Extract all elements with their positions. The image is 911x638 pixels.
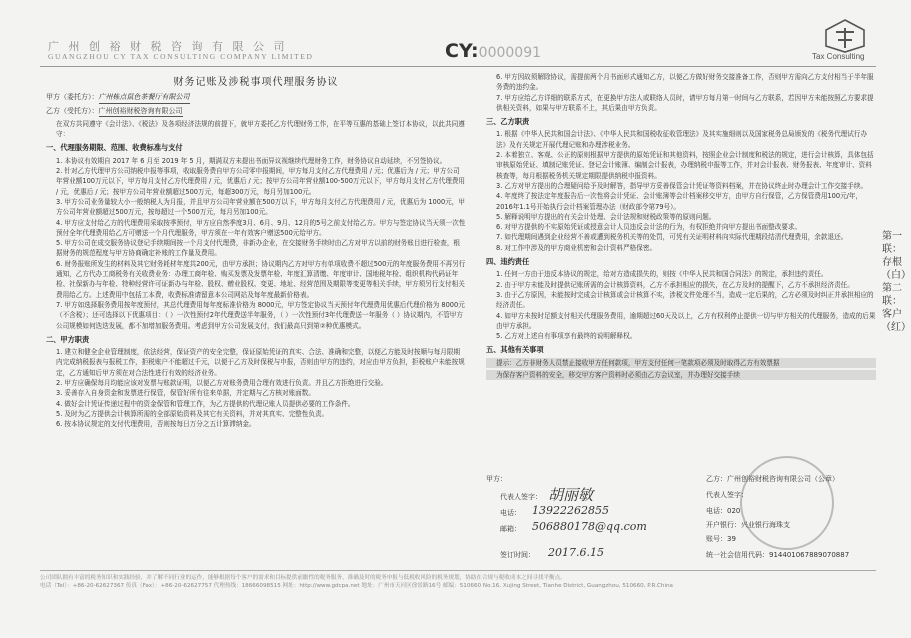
party-b-label: 乙方（受托方）： <box>46 106 99 115</box>
party-a-tel: 13922262855 <box>532 504 609 517</box>
party-b-account: 账号：39 <box>706 535 736 543</box>
contract-number <box>445 40 541 62</box>
clause-3-6: 6. 对甲方提供的不实原始凭证或授意会计人员违反会计法的行为，有权拒绝并向甲方提出书面整改要求。 <box>496 223 802 232</box>
clause-1-2: 2. 针对乙方代理甲方公司纳税申报等事项，收取服务费自甲方公司零申报期间，甲方每月支付乙方代理费用 / 元；优惠后为 / 元；甲方公司年营业额100万元以下，甲方每月支付乙方代理费用 / 元，优惠后 / 元；按甲方公司年营业额100-500万元以下，甲方每月支付乙方代理费用 / 元，优惠后 / 元；按甲方公司年营业额超过500万元，每超300万元，每月另加100元。 <box>56 167 466 196</box>
footer-contact: 电话（Tel）：+86-20-62627367 传真（Fax）：+86-20-62627757 代理热线：18666098515 网址：http://www.gdcpa.net 地址：广州市天河区徐景路16号 邮编：510660 No.16, Xujing Street, Tianhe District, Guangzhou, 510660, P.R.China <box>40 583 673 589</box>
left-column <box>46 72 466 430</box>
clause-2-6: 6. 按本协议规定的支付代理费用，否则按每日万分之五计算滞纳金。 <box>56 420 256 429</box>
clause-3-7: 7. 如代理期间遇到企业经营不善或遭到税务机关等的处罚，可凭有关证明材料向实际代理期段结清代理费用，余款退还。 <box>496 233 848 242</box>
clause-1-5: 5. 甲方公司在成交服务协议登记手续期间按一个月支付代理费，非新办企业，在交接财务手续时由乙方对甲方以前的财务账目进行检查，根据财务的规范程度与甲方协商确定补账的工作量及费用。 <box>56 239 461 258</box>
company-name-en: GUANGZHOU CY TAX CONSULTING COMPANY LIMITED <box>48 52 314 61</box>
clause-4-5: 5. 乙方对上述自有事项享有最终的说明解释权。 <box>496 332 637 341</box>
copy-designation: 第一联：存根（白） 第二联：客户（红） <box>881 231 911 333</box>
clause-1-4: 4. 甲方应支付给乙方的代理费用采取按季预付，甲方应自然季度3月、6月、9月、12月的5号之前支付给乙方。甲方与签定协议当天须一次性预付全年代理费用给乙方可赠送一个月代理服务，甲方须在一年有效客户赠送500元给甲方。 <box>56 218 466 237</box>
right-column <box>486 72 876 380</box>
party-b-line <box>46 106 466 117</box>
party-b-tel: 电话：020 <box>706 507 741 515</box>
letterhead <box>0 0 911 70</box>
clause-3-2: 2. 本着独立、客观、公正的原则根据甲方提供的原始凭证和其他资料，按照企业会计制度和税法的规定，进行会计核算，具体包括审核原始凭证、填制记账凭证、登记会计账簿、编制会计报表，办理纳税申报等工作，并对会计报表、财务报表、年度审计、资料核查等，每月根据税务机关规定期限提供纳税申报资料。 <box>496 151 874 180</box>
logo-caption: Tax Consulting <box>812 52 865 61</box>
clause-1-1: 1. 本协议有效期自 2017 年 6 月至 2019 年 5 月，期满双方未提出书面异议视继续代理财务工作，财务协议自动延续，不另签协议。 <box>56 156 447 165</box>
section-1-heading: 一、代理服务期限、范围、收费标准与支付 <box>46 143 183 153</box>
party-a-rep-label: 代表人签字： <box>500 493 542 501</box>
party-b-rep-label: 代表人签字： <box>706 491 748 499</box>
clause-3-1: 1. 根据《中华人民共和国会计法》、《中华人民共和国税收征收管理法》及其实施细则以及国家税务总局颁发的《税务代理试行办法》及有关规定开展代理记账和办理涉税业务。 <box>496 130 868 149</box>
contract-title: 财务记账及涉税事项代理服务协议 <box>173 77 339 88</box>
contract-number-value: 0000091 <box>478 45 542 61</box>
clause-4-2: 2. 由于甲方未能及时提供记账所需的会计核算资料，乙方不承担相应的损失，在乙方及时的提醒下，乙方不承担经济责任。 <box>496 280 854 289</box>
party-a-tel-label: 电话： <box>500 509 521 517</box>
clause-2-7: 7. 甲方应给乙方详细的联系方式，在更换甲方法人或联络人员时，请甲方每月第一时间与乙方联系，若因甲方未能按照乙方要求提供相关资料，如果与甲方联系不上，其后果由甲方负责。 <box>496 93 874 112</box>
party-b-sign-label: 乙方：广州创裕财税咨询有限公司（公章） <box>706 475 839 483</box>
clause-2-5: 5. 及时为乙方提供会计核算所需的全部原始资料及其它有关资料，并对其真实、完整性负责。 <box>56 409 329 418</box>
sign-date-label: 签订时间： <box>500 551 535 559</box>
company-seal-icon <box>740 456 834 550</box>
sign-date: 2017.6.15 <box>548 546 604 559</box>
footer-divider <box>40 570 876 571</box>
footer-intro: 公司团队拥有丰富的税务知识和实践经验，并了解不同行业的运作，能够根据每个客户的需求和目标提供前瞻性的税务服务，准确及时的税务申报与低税收风险的税务规划，协助在合规与税收成本之间寻找平衡点。 <box>40 575 566 581</box>
section-4-heading: 四、违约责任 <box>486 257 530 267</box>
contract-number-prefix: CY: <box>445 40 479 62</box>
party-a-name: 广州栋点鼠色茶餐厅有限公司 <box>99 92 190 103</box>
clause-1-6: 6. 财务报账所发生的材料及其它财务耗材年度共200元，由甲方承担；协议期内乙方对甲方有单项收费不超过500元的年度服务费用不再另行通知，乙方代办工商税务有关收费业务：办理工商年检、购买发票及发票年检、年度汇算清缴、年度审计、国地税年检、组织机构代码证年检、社保新办与年检、特种经营许可证新办与年检、股权、赠业股权、变更、地址、经营范围及期限等变更等相关手续，甲方须另行支付相关费用给乙方。上述费用中包括工本费，收费标准请留意本公司网站及每年度最新价格表。 <box>56 259 466 299</box>
clause-2-1: 1. 建立和健全企业管理制度，依法经营，保证资产的安全完整，保证原始凭证的真实、合法、准确和完整，以便乙方能及时按顺与每月限期内完成纳税报表与报税工作，拒税账户不能超过千元，以便于乙方及时保税与申报，否则由甲方的违约，对应由甲方负担，拒税账户未能按规定，乙方通知后甲方须在对合法性进行有效的经济业务。 <box>56 348 465 377</box>
party-b-name: 广州创裕财税咨询有限公司 <box>99 106 183 117</box>
header-divider <box>40 66 876 67</box>
clause-2-3: 3. 妥善存入自身资金和发票进行保管，保管好所有往来单据，并定期与乙方核对账面数。 <box>56 389 315 398</box>
section-2-heading: 二、甲方职责 <box>46 334 90 344</box>
footer <box>40 574 876 590</box>
clause-3-4: 4. 年度终了按法定年度报告后一次性将会计凭证、会计账簿等会计档案移交甲方，由甲方自行保管，乙方保管费用100元/年，2016年1.1号开始执行会计档案管理办法（财政部令第79号）。 <box>496 192 863 211</box>
company-name-cn: 广 州 创 裕 财 税 咨 询 有 限 公 司 <box>48 40 288 53</box>
clause-3-8: 8. 对工作中涉及的甲方商业机密和会计资料严格保密。 <box>496 243 657 252</box>
party-a-sign-label: 甲方： <box>486 475 507 483</box>
party-a-mail: 506880178@qq.com <box>532 520 647 533</box>
clause-1-7: 7. 甲方如选择服务费用按年度预付，其总代理费用每年度标准价格为 8000元，甲方签定协议当天预付年代理费用优惠后代理价格为 8000元（不含税）；还可选择以下优惠项目：（ ）一次性预付2年代理费送半年服务，（ ）一次性预付3年代理费送一年服务（ ）协议期内，不管甲方公司规模如何迭迭发展，都不加增加服务费用。考虑到甲方公司发展支付，我们最高只到第②种优惠模式。 <box>56 300 465 330</box>
section-5-heading: 五、其他有关事项 <box>486 345 544 355</box>
party-a-label: 甲方（委托方）： <box>46 93 99 102</box>
clause-2-2: 2. 甲方应确保每月均能应该对发票与账款证明，以便乙方对账务费用合理有效进行负责。并且乙方拒绝进行交验。 <box>56 379 388 388</box>
party-a-signature: 胡丽敏 <box>548 486 594 504</box>
clause-4-1: 1. 任何一方由于违反本协议的规定，给对方造成损失的，则按《中华人民共和国合同法》的规定，承担违约责任。 <box>496 270 828 279</box>
notice-payment: 提示：乙方非财务人员禁止接收甲方任何款项，甲方支付任何一笔款项必须及时取得乙方有效票据 <box>486 358 876 368</box>
company-logo-icon <box>820 18 870 54</box>
intro-paragraph: 在双方共同遵守《会计法》、《税法》及各项经济法规的前提下，就甲方委托乙方代理财务工作，在平等互惠的基础上签订本协议，以此共同遵守： <box>56 119 465 139</box>
party-a-mail-label: 邮箱： <box>500 525 521 533</box>
clause-4-4: 4. 如甲方未按时足额支付相关代理服务费用，逾期超过60天及以上，乙方有权利停止提供一切与甲方相关的代理服务，造成的后果由甲方承担。 <box>496 311 876 330</box>
clause-2-4: 4. 做好会计凭证传递过程中的资金保管和管理工作，为乙方提供的代理记账人员提供必要的工作条件。 <box>56 399 355 408</box>
clause-1-3: 3. 甲方公司业务量较大小一般纳税人为月报，并且甲方公司年营业额在500万以下，甲方每月支付乙方代理费用 / 元，优惠后为 1000元，甲方公司年营业额超过500万元，按每超过一个500万元，每月另加100元。 <box>56 197 465 217</box>
party-b-credit-code: 统一社会信用代码：914401067889070887 <box>706 551 850 559</box>
clause-2-6b: 6. 甲方因故须解除协议，需提前两个月书面形式通知乙方，以便乙方做好财务交接准备工作，否则甲方需向乙方支付相当于半年服务费的违约金。 <box>496 73 874 92</box>
notice-handover: 为保存客户资料的安全，移交甲方客户资料时必须由乙方会议室，并办理好交接手续 <box>486 370 876 380</box>
party-a-line <box>46 92 466 103</box>
clause-4-3: 3. 由于乙方原因，未能按时完成会计核算或会计核算不实，涉税文件处理不当，造成一定后果的，乙方必须及时纠正并承担相应的经济责任。 <box>496 290 874 310</box>
section-3-heading: 三、乙方职责 <box>486 117 530 127</box>
clause-3-3: 3. 乙方对甲方提出的合理疑问给予及时解答，指导甲方妥善保管会计凭证等资料档案，并在协议终止时办理会计工作交接手续。 <box>496 181 868 190</box>
party-b-bank: 开户银行：兴业银行海珠支 <box>706 521 790 529</box>
clause-3-5: 5. 解释说明甲方提出的有关会计处理、会计法规和财税政策等的原则问题。 <box>496 212 716 221</box>
